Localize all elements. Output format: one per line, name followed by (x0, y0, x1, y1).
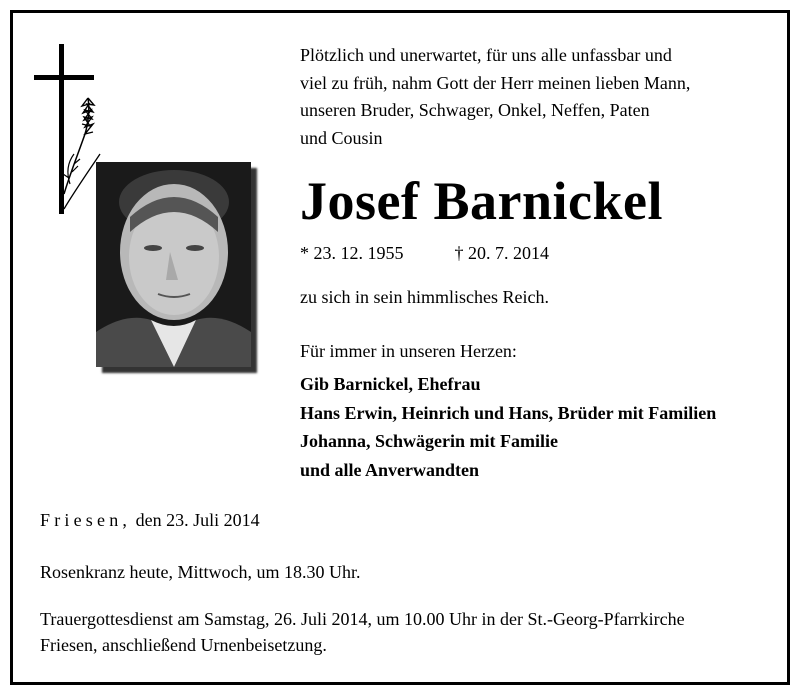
reich-line: zu sich in sein himmlisches Reich. (300, 287, 549, 307)
portrait-image (96, 162, 251, 367)
intro-line: Plötzlich und unerwartet, für uns alle unfassbar und (300, 45, 672, 65)
portrait-photo (96, 162, 251, 367)
mass-line: Friesen, anschließend Urnenbeisetzung. (40, 635, 327, 655)
notice-date: den 23. Juli 2014 (135, 510, 260, 530)
rosary-info: Rosenkranz heute, Mittwoch, um 18.30 Uhr. (40, 562, 361, 582)
place-name: Friesen, (40, 510, 132, 530)
deceased-name: Josef Barnickel (300, 171, 663, 231)
herzen-line: Für immer in unseren Herzen: (300, 341, 517, 361)
place-date (40, 508, 260, 532)
mass-line: Trauergottesdienst am Samstag, 26. Juli 2014, um 10.00 Uhr in der St.-Georg-Pfarrkirche (40, 609, 685, 629)
intro-line: viel zu früh, nahm Gott der Herr meinen lieben Mann, (300, 72, 691, 93)
mourner-line: Hans Erwin, Heinrich und Hans, Brüder mit Familien (300, 402, 717, 423)
life-dates (300, 241, 549, 265)
mourner-line: Gib Barnickel, Ehefrau (300, 374, 481, 394)
intro-line: unseren Bruder, Schwager, Onkel, Neffen, Paten (300, 100, 650, 120)
mourner-line: und alle Anverwandten (300, 459, 480, 480)
death-date: † 20. 7. 2014 (454, 243, 549, 263)
intro-line: und Cousin (300, 127, 383, 148)
mourners-list (300, 370, 716, 484)
funeral-mass-info (40, 606, 685, 658)
intro-text (300, 42, 690, 152)
mourner-line: Johanna, Schwägerin mit Familie (300, 431, 559, 451)
cross-with-wheat-icon (30, 44, 102, 216)
birth-date: * 23. 12. 1955 (300, 243, 404, 263)
